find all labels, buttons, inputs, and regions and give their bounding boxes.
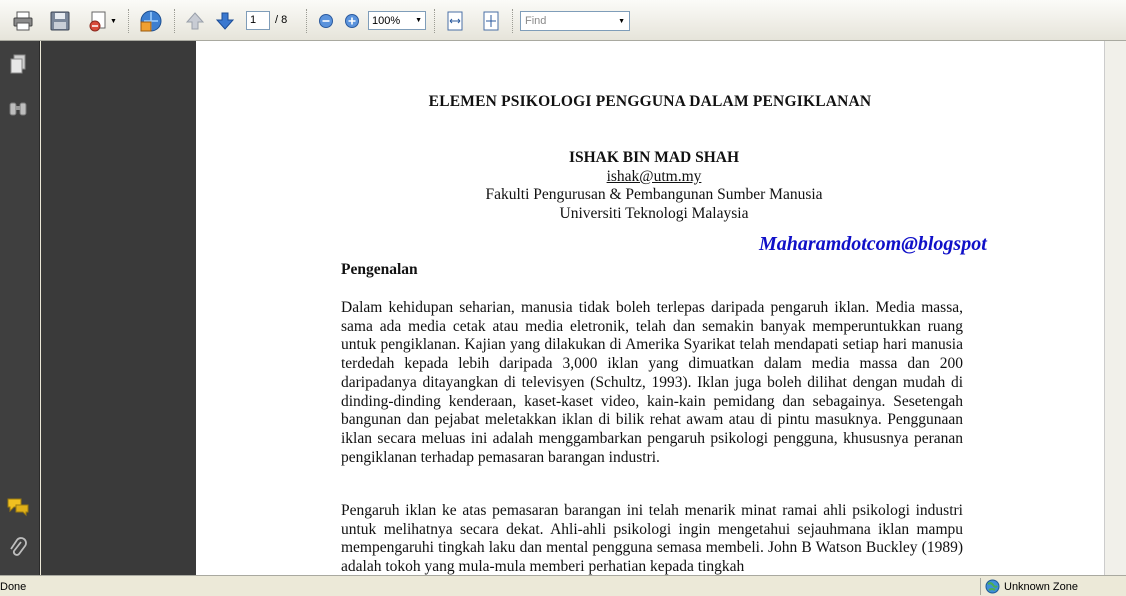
vertical-scrollbar[interactable] <box>1104 41 1126 575</box>
chevron-down-icon: ▼ <box>110 17 117 25</box>
collaborate-button[interactable] <box>136 7 166 35</box>
author-university: Universiti Teknologi Malaysia <box>559 205 749 222</box>
document-title: ELEMEN PSIKOLOGI PENGGUNA DALAM PENGIKLANAN <box>428 93 872 110</box>
attachments-button[interactable] <box>6 537 30 561</box>
globe-icon <box>985 579 1000 594</box>
printer-icon <box>12 10 34 32</box>
document-page <box>196 41 1104 575</box>
zone-label: Unknown Zone <box>1004 580 1078 593</box>
comments-panel-button[interactable] <box>6 495 30 519</box>
zoom-out-icon <box>318 13 334 29</box>
author-faculty: Fakulti Pengurusan & Pembangunan Sumber Manusia <box>485 186 823 203</box>
paragraph: Dalam kehidupan seharian, manusia tidak boleh terlepas daripada pengaruh iklan. Media massa, sama ada media cetak atau media eletronik, telah dan semakin banyak memperuntukkan ruang untuk pengiklanan. Kajian yang dilakukan di Amerika Syarikat telah mendapati setiap hari manusia terdedah kepada lebih daripada 3,000 iklan yang dimuatkan dalam media massa dan 200 daripadanya ditayangkan di televisyen (Schultz, 1993). Iklan juga boleh dilihat dengan mudah di dinding-dinding kenderaan, kaset-kaset video, kain-kain pemidang dan sebagainya. Sesetengah bangunan dan pejabat meletakkan iklan di bilik rehat awam atau di pintu masuknya. Penggunaan iklan secara meluas ini adalah menggambarkan pengaruh psikologi pengguna, khususnya peranan pengiklanan terhadap pemasaran barangan industri. <box>341 299 963 466</box>
previous-page-button[interactable] <box>184 7 206 35</box>
fit-width-icon <box>446 11 464 31</box>
paragraph: Pengaruh iklan ke atas pemasaran barangan ini telah menarik minat ramai ahli psikologi industri untuk melihatnya secara dekat. Ahli-ahli psikologi ingin mengetahui sejauhmana iklan mampu mempengaruhi tingkah laku dan mental pengguna semasa membeli. John B Watson Buckley (1989) adalah tokoh yang mula-mula memberi perhatian kepada tingkah <box>341 502 963 575</box>
attachments-panel-button[interactable] <box>6 97 30 121</box>
navigation-panel <box>0 41 40 575</box>
security-zone <box>985 579 1078 594</box>
paperclip-icon <box>8 537 28 561</box>
print-button[interactable] <box>10 7 36 35</box>
zoom-value: 100% <box>372 14 401 27</box>
status-text: Done <box>0 581 27 593</box>
zoom-select[interactable] <box>368 11 426 30</box>
share-button[interactable] <box>84 7 120 35</box>
section-heading: Pengenalan <box>341 261 418 278</box>
next-page-button[interactable] <box>214 7 236 35</box>
page-number-input[interactable]: 1 <box>246 11 270 30</box>
arrow-up-icon <box>185 11 205 31</box>
fit-page-button[interactable] <box>480 7 502 35</box>
zoom-in-button[interactable] <box>342 7 362 35</box>
binoculars-icon <box>7 100 29 118</box>
fit-width-button[interactable] <box>444 7 466 35</box>
chevron-down-icon: ▼ <box>618 17 625 25</box>
status-divider <box>980 578 981 595</box>
page-total: / 8 <box>275 14 288 26</box>
arrow-down-icon <box>215 11 235 31</box>
save-button[interactable] <box>47 7 73 35</box>
document-share-icon <box>87 10 109 32</box>
toolbar <box>0 0 1126 41</box>
document-view[interactable] <box>41 41 1126 575</box>
toolbar-separator <box>512 9 514 33</box>
status-bar <box>0 575 1126 596</box>
zoom-in-icon <box>344 13 360 29</box>
find-input[interactable] <box>520 11 630 31</box>
zoom-out-button[interactable] <box>316 7 336 35</box>
author-name: ISHAK BIN MAD SHAH <box>568 149 740 166</box>
watermark-text: Maharamdotcom@blogspot <box>759 233 987 255</box>
toolbar-separator <box>306 9 308 33</box>
comments-icon <box>6 497 30 517</box>
toolbar-separator <box>128 9 130 33</box>
author-email[interactable]: ishak@utm.my <box>606 168 702 185</box>
toolbar-separator <box>174 9 176 33</box>
chevron-down-icon: ▼ <box>415 17 422 24</box>
fit-page-icon <box>482 11 500 31</box>
toolbar-separator <box>434 9 436 33</box>
find-placeholder: Find <box>525 15 547 27</box>
pages-icon <box>8 54 28 76</box>
save-icon <box>49 10 71 32</box>
collaborate-icon <box>138 8 164 34</box>
pages-panel-button[interactable] <box>6 53 30 77</box>
